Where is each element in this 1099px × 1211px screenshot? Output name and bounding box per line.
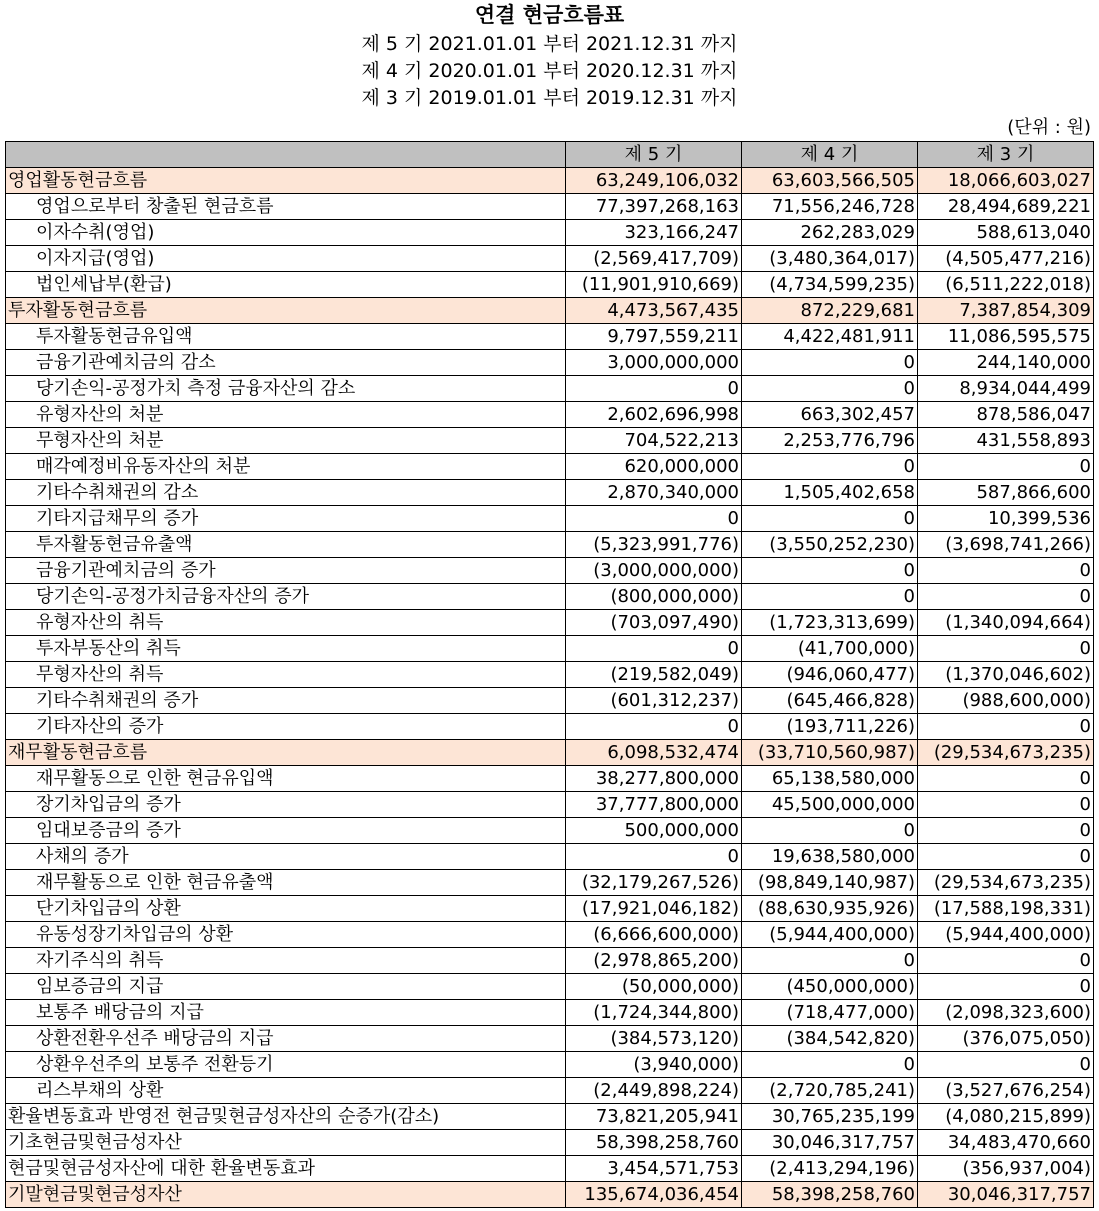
row-label: 자기주식의 취득: [6, 948, 566, 974]
table-row: [6, 714, 1094, 740]
row-value-period-5: 323,166,247: [566, 220, 742, 246]
row-label: 법인세납부(환급): [6, 272, 566, 298]
row-value-period-3: 0: [918, 766, 1094, 792]
row-value-period-5: 620,000,000: [566, 454, 742, 480]
table-row: [6, 818, 1094, 844]
row-value-period-4: 45,500,000,000: [742, 792, 918, 818]
row-value-period-5: (601,312,237): [566, 688, 742, 714]
table-row: [6, 376, 1094, 402]
row-value-period-4: 0: [742, 376, 918, 402]
row-value-period-3: 7,387,854,309: [918, 298, 1094, 324]
table-body: [6, 168, 1094, 1208]
cash-flow-table: [5, 141, 1094, 1208]
table-row: [6, 402, 1094, 428]
row-value-period-4: (193,711,226): [742, 714, 918, 740]
row-value-period-4: 19,638,580,000: [742, 844, 918, 870]
table-row: [6, 948, 1094, 974]
row-value-period-3: (6,511,222,018): [918, 272, 1094, 298]
row-label: 유동성장기차입금의 상환: [6, 922, 566, 948]
row-value-period-3: (4,080,215,899): [918, 1104, 1094, 1130]
row-value-period-3: (3,527,676,254): [918, 1078, 1094, 1104]
row-value-period-4: 4,422,481,911: [742, 324, 918, 350]
period-line-5: 제 5 기 2021.01.01 부터 2021.12.31 까지: [361, 33, 738, 55]
row-value-period-4: (3,550,252,230): [742, 532, 918, 558]
row-value-period-5: (2,569,417,709): [566, 246, 742, 272]
column-header-label: [6, 142, 566, 168]
row-label: 유형자산의 처분: [6, 402, 566, 428]
row-value-period-5: (2,449,898,224): [566, 1078, 742, 1104]
row-value-period-5: (3,940,000): [566, 1052, 742, 1078]
document-title: 연결 현금흐름표: [474, 3, 625, 27]
row-value-period-3: 18,066,603,027: [918, 168, 1094, 194]
row-label: 유형자산의 취득: [6, 610, 566, 636]
row-value-period-4: 2,253,776,796: [742, 428, 918, 454]
row-value-period-3: (5,944,400,000): [918, 922, 1094, 948]
row-label: 장기차입금의 증가: [6, 792, 566, 818]
row-label: 투자활동현금유출액: [6, 532, 566, 558]
row-value-period-3: 30,046,317,757: [918, 1182, 1094, 1208]
row-label: 기초현금및현금성자산: [6, 1130, 566, 1156]
row-value-period-5: 0: [566, 376, 742, 402]
row-value-period-4: (98,849,140,987): [742, 870, 918, 896]
row-value-period-4: (2,720,785,241): [742, 1078, 918, 1104]
row-label: 매각예정비유동자산의 처분: [6, 454, 566, 480]
row-value-period-5: 63,249,106,032: [566, 168, 742, 194]
row-value-period-3: 0: [918, 818, 1094, 844]
row-value-period-4: (450,000,000): [742, 974, 918, 1000]
row-value-period-4: 262,283,029: [742, 220, 918, 246]
table-row: [6, 1026, 1094, 1052]
table-row: [6, 220, 1094, 246]
row-value-period-5: 77,397,268,163: [566, 194, 742, 220]
row-label: 무형자산의 처분: [6, 428, 566, 454]
period-line-4: 제 4 기 2020.01.01 부터 2020.12.31 까지: [361, 60, 738, 82]
row-label: 리스부채의 상환: [6, 1078, 566, 1104]
row-label: 투자활동현금흐름: [6, 298, 566, 324]
row-value-period-3: 244,140,000: [918, 350, 1094, 376]
row-value-period-5: (11,901,910,669): [566, 272, 742, 298]
row-value-period-3: (988,600,000): [918, 688, 1094, 714]
row-value-period-3: (4,505,477,216): [918, 246, 1094, 272]
row-value-period-4: 0: [742, 454, 918, 480]
row-label: 상환전환우선주 배당금의 지급: [6, 1026, 566, 1052]
row-value-period-5: 0: [566, 506, 742, 532]
row-label: 재무활동현금흐름: [6, 740, 566, 766]
table-row: [6, 506, 1094, 532]
row-value-period-5: 0: [566, 844, 742, 870]
row-value-period-5: (32,179,267,526): [566, 870, 742, 896]
row-label: 이자수취(영업): [6, 220, 566, 246]
row-value-period-5: 0: [566, 636, 742, 662]
row-value-period-4: 1,505,402,658: [742, 480, 918, 506]
row-value-period-5: 2,870,340,000: [566, 480, 742, 506]
row-label: 이자지급(영업): [6, 246, 566, 272]
row-value-period-3: 0: [918, 454, 1094, 480]
row-value-period-5: 500,000,000: [566, 818, 742, 844]
row-value-period-5: (703,097,490): [566, 610, 742, 636]
table-row: [6, 922, 1094, 948]
row-value-period-3: (2,098,323,600): [918, 1000, 1094, 1026]
table-row: [6, 662, 1094, 688]
row-value-period-3: (1,370,046,602): [918, 662, 1094, 688]
table-row: [6, 454, 1094, 480]
row-label: 환율변동효과 반영전 현금및현금성자산의 순증가(감소): [6, 1104, 566, 1130]
row-value-period-3: (356,937,004): [918, 1156, 1094, 1182]
row-value-period-3: 0: [918, 974, 1094, 1000]
table-row: [6, 896, 1094, 922]
row-label: 영업활동현금흐름: [6, 168, 566, 194]
table-row: [6, 584, 1094, 610]
table-row: [6, 1000, 1094, 1026]
row-label: 무형자산의 취득: [6, 662, 566, 688]
table-row: [6, 246, 1094, 272]
row-value-period-3: 34,483,470,660: [918, 1130, 1094, 1156]
row-value-period-5: 6,098,532,474: [566, 740, 742, 766]
table-row: [6, 1078, 1094, 1104]
row-label: 금융기관예치금의 증가: [6, 558, 566, 584]
row-value-period-4: (33,710,560,987): [742, 740, 918, 766]
row-value-period-5: 4,473,567,435: [566, 298, 742, 324]
table-row: [6, 558, 1094, 584]
row-value-period-5: 704,522,213: [566, 428, 742, 454]
row-label: 금융기관예치금의 감소: [6, 350, 566, 376]
table-row: [6, 1130, 1094, 1156]
table-row: [6, 350, 1094, 376]
row-value-period-3: (17,588,198,331): [918, 896, 1094, 922]
table-row: [6, 766, 1094, 792]
row-value-period-5: 38,277,800,000: [566, 766, 742, 792]
row-value-period-4: 0: [742, 1052, 918, 1078]
row-label: 사채의 증가: [6, 844, 566, 870]
row-value-period-4: 0: [742, 948, 918, 974]
table-row: [6, 792, 1094, 818]
row-label: 당기손익-공정가치 측정 금융자산의 감소: [6, 376, 566, 402]
row-value-period-4: 0: [742, 506, 918, 532]
column-header-period-5: 제 5 기: [566, 142, 742, 168]
row-label: 기타수취채권의 감소: [6, 480, 566, 506]
table-row-section: [6, 740, 1094, 766]
row-value-period-4: (41,700,000): [742, 636, 918, 662]
row-label: 단기차입금의 상환: [6, 896, 566, 922]
row-value-period-5: (219,582,049): [566, 662, 742, 688]
row-value-period-3: 0: [918, 558, 1094, 584]
row-value-period-4: 0: [742, 818, 918, 844]
row-value-period-3: (376,075,050): [918, 1026, 1094, 1052]
row-value-period-3: (3,698,741,266): [918, 532, 1094, 558]
row-value-period-3: 587,866,600: [918, 480, 1094, 506]
row-value-period-5: 3,454,571,753: [566, 1156, 742, 1182]
row-label: 기타수취채권의 증가: [6, 688, 566, 714]
row-label: 기말현금및현금성자산: [6, 1182, 566, 1208]
row-label: 임보증금의 지급: [6, 974, 566, 1000]
table-row: [6, 1156, 1094, 1182]
row-value-period-4: 65,138,580,000: [742, 766, 918, 792]
row-value-period-5: 2,602,696,998: [566, 402, 742, 428]
row-value-period-4: 872,229,681: [742, 298, 918, 324]
row-label: 재무활동으로 인한 현금유입액: [6, 766, 566, 792]
row-value-period-4: (3,480,364,017): [742, 246, 918, 272]
table-row: [6, 870, 1094, 896]
row-value-period-4: 71,556,246,728: [742, 194, 918, 220]
row-value-period-5: 37,777,800,000: [566, 792, 742, 818]
row-value-period-3: 878,586,047: [918, 402, 1094, 428]
row-value-period-3: (29,534,673,235): [918, 870, 1094, 896]
row-value-period-4: (88,630,935,926): [742, 896, 918, 922]
row-label: 당기손익-공정가치금융자산의 증가: [6, 584, 566, 610]
row-value-period-5: (50,000,000): [566, 974, 742, 1000]
row-value-period-3: 0: [918, 1052, 1094, 1078]
row-value-period-3: 0: [918, 792, 1094, 818]
table-row: [6, 428, 1094, 454]
row-value-period-3: 8,934,044,499: [918, 376, 1094, 402]
row-value-period-3: 588,613,040: [918, 220, 1094, 246]
row-value-period-5: (384,573,120): [566, 1026, 742, 1052]
row-value-period-4: (2,413,294,196): [742, 1156, 918, 1182]
row-value-period-3: 11,086,595,575: [918, 324, 1094, 350]
row-value-period-5: (1,724,344,800): [566, 1000, 742, 1026]
row-value-period-3: (29,534,673,235): [918, 740, 1094, 766]
row-label: 기타지급채무의 증가: [6, 506, 566, 532]
row-value-period-4: (1,723,313,699): [742, 610, 918, 636]
row-value-period-3: 0: [918, 844, 1094, 870]
row-label: 기타자산의 증가: [6, 714, 566, 740]
row-value-period-4: (384,542,820): [742, 1026, 918, 1052]
row-value-period-5: 0: [566, 714, 742, 740]
table-row: [6, 480, 1094, 506]
column-header-period-4: 제 4 기: [742, 142, 918, 168]
row-value-period-4: (718,477,000): [742, 1000, 918, 1026]
table-row-section: [6, 1182, 1094, 1208]
row-label: 보통주 배당금의 지급: [6, 1000, 566, 1026]
row-value-period-3: 0: [918, 948, 1094, 974]
table-row: [6, 194, 1094, 220]
row-value-period-4: (645,466,828): [742, 688, 918, 714]
row-value-period-5: 135,674,036,454: [566, 1182, 742, 1208]
row-value-period-4: 30,765,235,199: [742, 1104, 918, 1130]
row-label: 투자활동현금유입액: [6, 324, 566, 350]
table-row: [6, 610, 1094, 636]
row-label: 재무활동으로 인한 현금유출액: [6, 870, 566, 896]
row-label: 현금및현금성자산에 대한 환율변동효과: [6, 1156, 566, 1182]
row-label: 투자부동산의 취득: [6, 636, 566, 662]
row-value-period-4: (4,734,599,235): [742, 272, 918, 298]
row-value-period-5: (6,666,600,000): [566, 922, 742, 948]
table-header-row: [6, 142, 1094, 168]
table-row-section: [6, 168, 1094, 194]
row-value-period-5: 9,797,559,211: [566, 324, 742, 350]
row-value-period-5: (5,323,991,776): [566, 532, 742, 558]
row-value-period-5: (17,921,046,182): [566, 896, 742, 922]
column-header-period-3: 제 3 기: [918, 142, 1094, 168]
table-row: [6, 324, 1094, 350]
row-label: 임대보증금의 증가: [6, 818, 566, 844]
table-row-section: [6, 298, 1094, 324]
row-value-period-4: (946,060,477): [742, 662, 918, 688]
table-row: [6, 688, 1094, 714]
row-value-period-4: 0: [742, 350, 918, 376]
period-line-3: 제 3 기 2019.01.01 부터 2019.12.31 까지: [361, 87, 738, 109]
row-value-period-3: 0: [918, 584, 1094, 610]
table-row: [6, 272, 1094, 298]
row-value-period-4: (5,944,400,000): [742, 922, 918, 948]
row-value-period-5: 3,000,000,000: [566, 350, 742, 376]
row-value-period-4: 58,398,258,760: [742, 1182, 918, 1208]
table-row: [6, 844, 1094, 870]
row-value-period-3: 10,399,536: [918, 506, 1094, 532]
row-value-period-4: 0: [742, 558, 918, 584]
row-value-period-5: (3,000,000,000): [566, 558, 742, 584]
row-value-period-3: 0: [918, 636, 1094, 662]
row-label: 상환우선주의 보통주 전환등기: [6, 1052, 566, 1078]
row-value-period-3: 431,558,893: [918, 428, 1094, 454]
row-value-period-5: 58,398,258,760: [566, 1130, 742, 1156]
table-row: [6, 1052, 1094, 1078]
row-value-period-5: 73,821,205,941: [566, 1104, 742, 1130]
row-value-period-4: 663,302,457: [742, 402, 918, 428]
table-row: [6, 532, 1094, 558]
row-value-period-4: 30,046,317,757: [742, 1130, 918, 1156]
unit-label: (단위 : 원): [1007, 117, 1091, 138]
table-row: [6, 636, 1094, 662]
row-label: 영업으로부터 창출된 현금흐름: [6, 194, 566, 220]
row-value-period-5: (2,978,865,200): [566, 948, 742, 974]
row-value-period-3: 0: [918, 714, 1094, 740]
row-value-period-3: 28,494,689,221: [918, 194, 1094, 220]
table-row: [6, 1104, 1094, 1130]
row-value-period-5: (800,000,000): [566, 584, 742, 610]
row-value-period-4: 63,603,566,505: [742, 168, 918, 194]
row-value-period-3: (1,340,094,664): [918, 610, 1094, 636]
table-row: [6, 974, 1094, 1000]
row-value-period-4: 0: [742, 584, 918, 610]
